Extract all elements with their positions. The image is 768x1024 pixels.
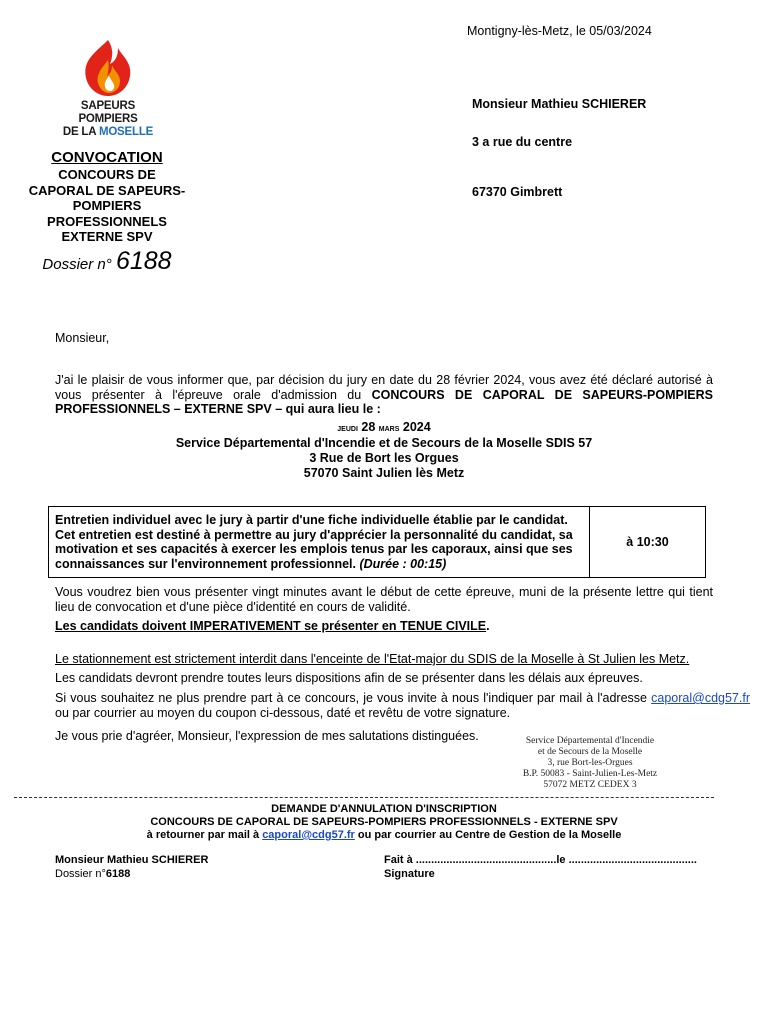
convocation-block bbox=[22, 149, 192, 276]
sdis-logo bbox=[52, 38, 164, 139]
salutation: Monsieur, bbox=[55, 331, 110, 345]
epreuve-time: à 10:30 bbox=[590, 507, 706, 578]
dossier-number: Dossier n° 6188 bbox=[42, 246, 172, 275]
epreuve-description: Entretien individuel avec le jury à partir d'une fiche individuelle établie par le candidat. Cet entretien est destiné à permettre au jury d'apprécier la personnalité du candidat, sa motivation et ses capacités à exercer les emplois tenus par les caporaux, ainsi que ses connaissances sur l'environnement professionnel. (Durée : 00:15) bbox=[49, 507, 590, 578]
coupon-title: DEMANDE D'ANNULATION D'INSCRIPTION bbox=[271, 803, 497, 815]
convocation-subtitle: CONCOURS DE CAPORAL DE SAPEURS- POMPIERS PROFESSIONNELS EXTERNE SPV bbox=[28, 167, 186, 244]
place-date: Montigny-lès-Metz, le 05/03/2024 bbox=[467, 24, 652, 38]
exam-date: jeudi 28 mars 2024 bbox=[337, 420, 431, 434]
tenue-paragraph: Les candidats doivent IMPERATIVEMENT se présenter en TENUE CIVILE. bbox=[55, 619, 490, 633]
recipient-street: 3 a rue du centre bbox=[472, 135, 573, 149]
administrative-stamp: Service Départemental d'Incendie et de Secours de la Moselle 3, rue Bort-les-Orgues B.P. 50083 - Saint-Julien-Les-Metz 57072 METZ CEDEX 3 bbox=[522, 736, 658, 790]
exam-date-venue: jeudi 28 mars 2024 Service Départemental d'Incendie et de Secours de la Moselle SDIS 57 3 Rue de Bort les Orgues 57070 Saint Julien lès Metz bbox=[55, 420, 713, 481]
fait-a-field[interactable]: Fait à ..............................................le .......................................... bbox=[384, 854, 697, 866]
recipient-city: 67370 Gimbrett bbox=[472, 185, 563, 199]
coupon-header bbox=[55, 803, 713, 842]
logo-wordmark: SAPEURS POMPIERS DE LA MOSELLE bbox=[62, 100, 154, 138]
coupon-identity: Monsieur Mathieu SCHIERER Dossier n°6188 bbox=[55, 854, 209, 880]
closing: Je vous prie d'agréer, Monsieur, l'expression de mes salutations distinguées. bbox=[55, 729, 479, 743]
delays-paragraph: Les candidats devront prendre toutes leurs dispositions afin de se présenter dans les délais aux épreuves. bbox=[55, 671, 643, 685]
parking-paragraph: Le stationnement est strictement interdit dans l'enceinte de l'Etat-major du SDIS de la Moselle à St Julien les Metz. bbox=[55, 652, 690, 666]
coupon-email-link[interactable]: caporal@cdg57.fr bbox=[262, 829, 355, 841]
convocation-title: CONVOCATION bbox=[51, 149, 163, 166]
coupon-subtitle: CONCOURS DE CAPORAL DE SAPEURS-POMPIERS PROFESSIONNELS - EXTERNE SPV bbox=[150, 816, 618, 828]
flame-icon bbox=[52, 38, 164, 100]
intro-paragraph: J'ai le plaisir de vous informer que, par décision du jury en date du 28 février 2024, vous avez été déclaré autorisé à vous présenter à l'épreuve orale d'admission du CONCOURS DE CAPORAL DE SAPEURS-POMPIERS PROFESSIONNELS – EXTERNE SPV – qui aura lieu le : bbox=[55, 373, 714, 416]
present-paragraph: Vous voudrez bien vous présenter vingt minutes avant le début de cette épreuve, muni de la présente lettre qui tient lieu de convocation et d'une pièce d'identité en cours de validité. bbox=[55, 585, 713, 614]
table-row bbox=[49, 507, 706, 578]
cut-line bbox=[14, 797, 714, 798]
recipient-name: Monsieur Mathieu SCHIERER bbox=[472, 97, 647, 111]
email-link[interactable]: caporal@cdg57.fr bbox=[651, 691, 750, 705]
cancel-paragraph: Si vous souhaitez ne plus prendre part à ce concours, je vous invite à nous l'indiquer par mail à l'adresse caporal@cdg57.fr ou par courrier au moyen du coupon ci-dessous, daté et revêtu de votre signature. bbox=[55, 691, 750, 720]
coupon-return-line: à retourner par mail à caporal@cdg57.fr ou par courrier au Centre de Gestion de la Moselle bbox=[146, 829, 622, 841]
signature-label: Signature bbox=[384, 868, 435, 880]
coupon-signature-block bbox=[384, 853, 697, 881]
epreuve-table bbox=[48, 506, 706, 578]
